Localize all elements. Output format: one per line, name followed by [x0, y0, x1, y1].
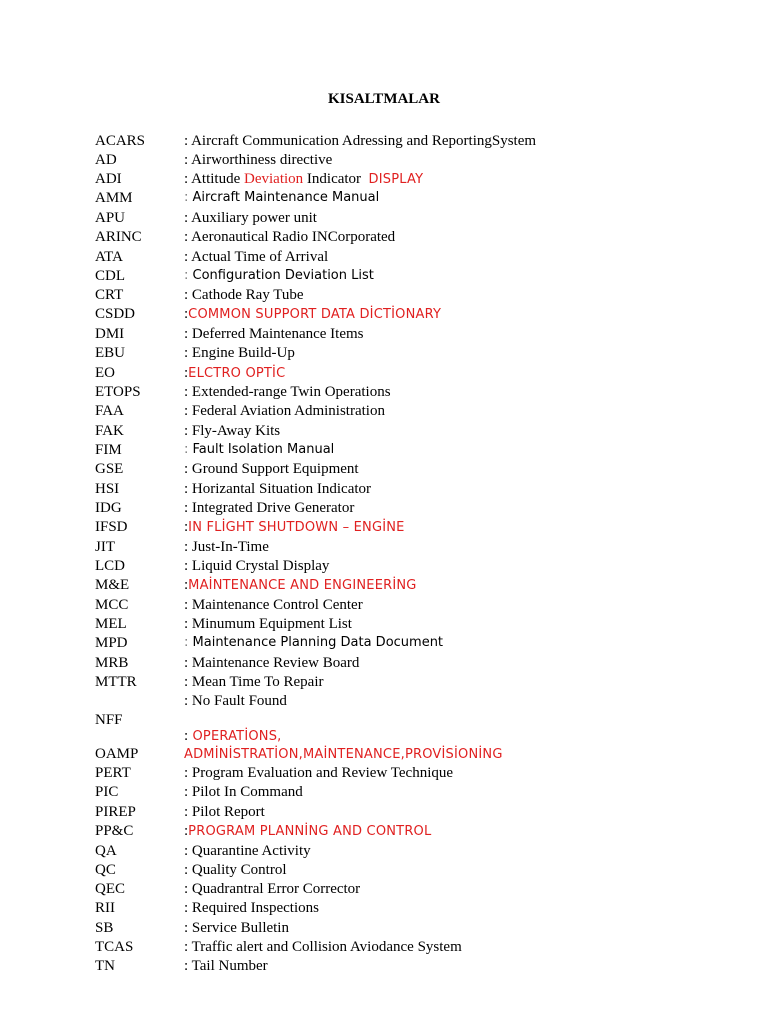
def-sb: : Service Bulletin — [184, 920, 289, 936]
abbr-cdl: CDL — [95, 268, 125, 284]
def-m-and-e-colon: : — [184, 577, 189, 593]
def-apu: : Auxiliary power unit — [184, 210, 317, 226]
abbr-tn: TN — [95, 958, 115, 974]
abbr-sb: SB — [95, 920, 114, 936]
def-mpd — [184, 634, 443, 652]
def-jit: : Just-In-Time — [184, 539, 269, 555]
def-oamp-line2-text: ADMİNİSTRATİON,MAİNTENANCE,PROVİSİONİNG — [184, 747, 503, 762]
abbr-ebu: EBU — [95, 345, 125, 361]
def-mcc: : Maintenance Control Center — [184, 597, 363, 613]
def-crt: : Cathode Ray Tube — [184, 287, 304, 303]
abbr-lcd: LCD — [95, 558, 125, 574]
def-nff: : No Fault Found — [184, 693, 287, 709]
def-ebu: : Engine Build-Up — [184, 345, 295, 361]
abbr-pert: PERT — [95, 765, 131, 781]
def-adi-prefix: : Attitude — [184, 171, 244, 187]
abbr-qc: QC — [95, 862, 116, 878]
abbr-mel: MEL — [95, 616, 127, 632]
def-csdd-colon: : — [184, 306, 189, 322]
def-gse: : Ground Support Equipment — [184, 461, 359, 477]
def-ifsd-text: IN FLİGHT SHUTDOWN – ENGİNE — [188, 520, 405, 535]
abbr-gse: GSE — [95, 461, 124, 477]
def-pic: : Pilot In Command — [184, 784, 303, 800]
def-dmi: : Deferred Maintenance Items — [184, 326, 364, 342]
def-csdd-text: COMMON SUPPORT DATA DİCTİONARY — [188, 307, 442, 322]
def-eo — [184, 364, 285, 383]
abbr-hsi: HSI — [95, 481, 120, 497]
def-amm — [184, 189, 379, 207]
abbr-ad: AD — [95, 152, 117, 168]
def-cdl — [184, 267, 374, 285]
def-adi — [184, 170, 423, 189]
def-qc: : Quality Control — [184, 862, 287, 878]
def-fim-colon: : — [184, 442, 189, 457]
def-m-and-e — [184, 576, 417, 595]
abbr-csdd: CSDD — [95, 306, 136, 322]
def-mttr: : Mean Time To Repair — [184, 674, 324, 690]
def-ata: : Actual Time of Arrival — [184, 249, 329, 265]
abbr-fak: FAK — [95, 423, 124, 439]
page-title: KISALTMALAR — [328, 91, 440, 107]
def-amm-colon: : — [184, 190, 189, 205]
def-adi-red-display: DISPLAY — [368, 172, 424, 187]
def-pert: : Program Evaluation and Review Technique — [184, 765, 454, 781]
def-eo-text: ELCTRO OPTİC — [188, 366, 286, 381]
abbr-amm: AMM — [95, 190, 133, 206]
def-rii: : Required Inspections — [184, 900, 319, 916]
abbr-fim: FIM — [95, 442, 122, 458]
abbr-ppc: PP&C — [95, 823, 134, 839]
abbr-adi: ADI — [95, 171, 122, 187]
abbr-qa: QA — [95, 843, 117, 859]
abbr-dmi: DMI — [95, 326, 125, 342]
abbr-ifsd: IFSD — [95, 519, 128, 535]
def-mrb: : Maintenance Review Board — [184, 655, 360, 671]
abbr-rii: RII — [95, 900, 115, 916]
abbr-tcas: TCAS — [95, 939, 134, 955]
def-tcas: : Traffic alert and Collision Aviodance System — [184, 939, 462, 955]
def-m-and-e-text: MAİNTENANCE AND ENGINEERİNG — [188, 578, 417, 593]
def-cdl-colon: : — [184, 268, 189, 283]
abbr-eo: EO — [95, 365, 115, 381]
abbr-mcc: MCC — [95, 597, 129, 613]
abbr-qec: QEC — [95, 881, 125, 897]
abbr-m-and-e: M&E — [95, 577, 130, 593]
def-oamp-line1 — [184, 727, 282, 746]
abbr-mttr: MTTR — [95, 674, 137, 690]
def-lcd: : Liquid Crystal Display — [184, 558, 330, 574]
abbr-etops: ETOPS — [95, 384, 141, 400]
abbr-faa: FAA — [95, 403, 124, 419]
def-mpd-colon: : — [184, 635, 189, 650]
abbr-idg: IDG — [95, 500, 122, 516]
def-fim-text: Fault Isolation Manual — [188, 442, 335, 457]
def-idg: : Integrated Drive Generator — [184, 500, 355, 516]
def-ifsd — [184, 518, 405, 537]
abbr-nff: NFF — [95, 712, 123, 728]
def-amm-text: Aircraft Maintenance Manual — [188, 190, 380, 205]
def-oamp-line2 — [184, 745, 503, 764]
def-hsi: : Horizantal Situation Indicator — [184, 481, 372, 497]
abbr-crt: CRT — [95, 287, 124, 303]
abbr-apu: APU — [95, 210, 126, 226]
abbr-mpd: MPD — [95, 635, 128, 651]
abbr-ata: ATA — [95, 249, 123, 265]
abbr-pic: PIC — [95, 784, 119, 800]
def-acars: : Aircraft Communication Adressing and ReportingSystem — [184, 133, 537, 149]
def-tn: : Tail Number — [184, 958, 268, 974]
def-csdd — [184, 305, 441, 324]
abbr-arinc: ARINC — [95, 229, 142, 245]
def-ifsd-colon: : — [184, 519, 189, 535]
def-pirep: : Pilot Report — [184, 804, 265, 820]
def-mel: : Minumum Equipment List — [184, 616, 352, 632]
def-faa: : Federal Aviation Administration — [184, 403, 385, 419]
abbr-oamp: OAMP — [95, 746, 139, 762]
def-cdl-text: Configuration Deviation List — [188, 268, 374, 283]
abbr-jit: JIT — [95, 539, 115, 555]
def-oamp-line1-text: OPERATİONS, — [188, 729, 282, 744]
abbr-mrb: MRB — [95, 655, 129, 671]
def-qa: : Quarantine Activity — [184, 843, 311, 859]
def-oamp-colon: : — [184, 728, 189, 744]
def-ppc — [184, 822, 431, 841]
def-adi-mid: Indicator — [303, 171, 369, 187]
def-adi-red-deviation: Deviation — [244, 171, 304, 187]
def-qec: : Quadrantral Error Corrector — [184, 881, 361, 897]
def-ppc-colon: : — [184, 823, 189, 839]
def-fak: : Fly-Away Kits — [184, 423, 281, 439]
abbr-pirep: PIREP — [95, 804, 136, 820]
def-ad: : Airworthiness directive — [184, 152, 333, 168]
abbr-acars: ACARS — [95, 133, 146, 149]
def-fim — [184, 441, 334, 459]
def-ppc-text: PROGRAM PLANNİNG AND CONTROL — [188, 824, 432, 839]
def-mpd-text: Maintenance Planning Data Document — [188, 635, 444, 650]
def-etops: : Extended-range Twin Operations — [184, 384, 391, 400]
def-eo-colon: : — [184, 365, 189, 381]
def-arinc: : Aeronautical Radio INCorporated — [184, 229, 396, 245]
